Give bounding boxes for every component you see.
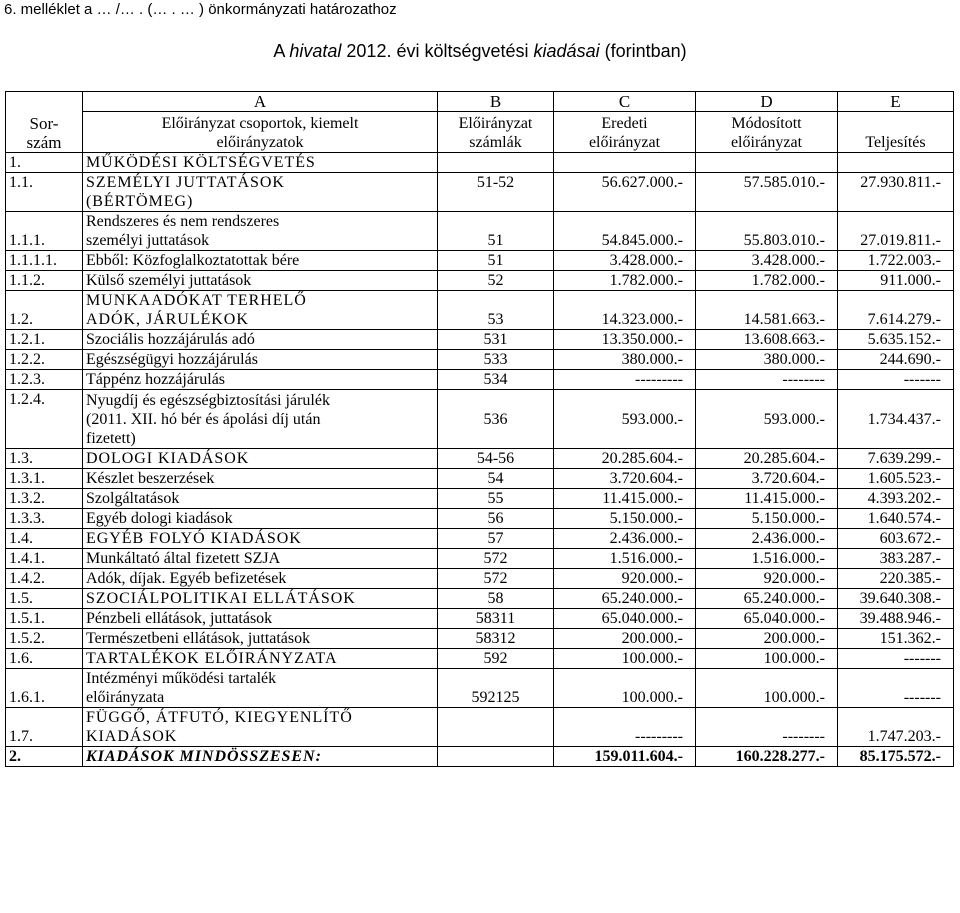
row-name: Természetbeni ellátások, juttatások (83, 629, 438, 649)
row-completed: 7.639.299.- (838, 449, 954, 469)
row-completed: 1.640.574.- (838, 509, 954, 529)
row-completed: 1.734.437.- (838, 390, 954, 449)
row-modified: 65.240.000.- (696, 589, 838, 609)
title-emphasis-kiadasai: kiadásai (533, 41, 600, 61)
table-row (6, 549, 954, 569)
row-original: --------- (554, 370, 696, 390)
table-row (6, 669, 954, 708)
table-row (6, 449, 954, 469)
total-index: 2. (6, 747, 83, 767)
column-letter-row (6, 92, 954, 112)
total-name: KIADÁSOK MINDÖSSZESEN: (83, 747, 438, 767)
row-account (438, 708, 554, 747)
row-account: 51 (438, 251, 554, 271)
row-account: 51-52 (438, 173, 554, 212)
row-original (554, 153, 696, 173)
row-original: 65.040.000.- (554, 609, 696, 629)
row-name: MUNKAADÓKAT TERHELŐ ADÓK, JÁRULÉKOK (83, 291, 438, 330)
row-account: 592125 (438, 669, 554, 708)
row-index: 1.1.1. (6, 212, 83, 251)
row-modified: 13.608.663.- (696, 330, 838, 350)
row-index: 1.5.1. (6, 609, 83, 629)
table-row (6, 469, 954, 489)
row-completed: 1.605.523.- (838, 469, 954, 489)
table-row (6, 489, 954, 509)
title-part: 2012. évi költségvetési (341, 41, 534, 61)
row-modified: -------- (696, 708, 838, 747)
row-index: 1.3.2. (6, 489, 83, 509)
column-letter-e: E (838, 92, 954, 112)
table-row (6, 390, 954, 449)
row-name: Adók, díjak. Egyéb befizetések (83, 569, 438, 589)
row-original: 200.000.- (554, 629, 696, 649)
table-row (6, 330, 954, 350)
row-index: 1.6.1. (6, 669, 83, 708)
table-row (6, 529, 954, 549)
row-modified: 14.581.663.- (696, 291, 838, 330)
row-name: MŰKÖDÉSI KÖLTSÉGVETÉS (83, 153, 438, 173)
row-index: 1.5.2. (6, 629, 83, 649)
column-header-sorszam: Sor- szám (6, 92, 83, 153)
row-completed: 911.000.- (838, 271, 954, 291)
row-modified: 5.150.000.- (696, 509, 838, 529)
document-title (0, 41, 960, 62)
row-name: DOLOGI KIADÁSOK (83, 449, 438, 469)
row-original: 100.000.- (554, 669, 696, 708)
row-account: 56 (438, 509, 554, 529)
row-original: 20.285.604.- (554, 449, 696, 469)
budget-table (5, 91, 954, 767)
row-account: 531 (438, 330, 554, 350)
row-completed (838, 153, 954, 173)
row-modified: -------- (696, 370, 838, 390)
row-index: 1.4.2. (6, 569, 83, 589)
row-account: 54-56 (438, 449, 554, 469)
row-account: 58312 (438, 629, 554, 649)
row-completed: 39.488.946.- (838, 609, 954, 629)
table-row (6, 291, 954, 330)
column-header-original: Eredeti előirányzat (554, 112, 696, 153)
column-letter-c: C (554, 92, 696, 112)
table-row (6, 153, 954, 173)
row-original: 11.415.000.- (554, 489, 696, 509)
table-row (6, 649, 954, 669)
row-completed: 383.287.- (838, 549, 954, 569)
row-modified: 2.436.000.- (696, 529, 838, 549)
table-row (6, 212, 954, 251)
table-row (6, 350, 954, 370)
column-letter-a: A (83, 92, 438, 112)
total-completed: 85.175.572.- (838, 747, 954, 767)
row-original: 920.000.- (554, 569, 696, 589)
row-name: Ebből: Közfoglalkoztatottak bére (83, 251, 438, 271)
row-original: 3.720.604.- (554, 469, 696, 489)
row-index: 1.1. (6, 173, 83, 212)
row-name: Készlet beszerzések (83, 469, 438, 489)
row-account: 572 (438, 549, 554, 569)
row-index: 1.4.1. (6, 549, 83, 569)
row-index: 1.2.2. (6, 350, 83, 370)
row-original: 380.000.- (554, 350, 696, 370)
row-name: Szolgáltatások (83, 489, 438, 509)
row-original: 3.428.000.- (554, 251, 696, 271)
row-modified: 100.000.- (696, 649, 838, 669)
row-name: TARTALÉKOK ELŐIRÁNYZATA (83, 649, 438, 669)
title-part: (forintban) (599, 41, 687, 61)
row-index: 1.7. (6, 708, 83, 747)
row-modified: 593.000.- (696, 390, 838, 449)
row-modified (696, 153, 838, 173)
row-completed: 4.393.202.- (838, 489, 954, 509)
row-index: 1.2.1. (6, 330, 83, 350)
row-account: 536 (438, 390, 554, 449)
row-completed: 7.614.279.- (838, 291, 954, 330)
row-index: 1.5. (6, 589, 83, 609)
row-index: 1.3. (6, 449, 83, 469)
row-account: 57 (438, 529, 554, 549)
table-row (6, 251, 954, 271)
row-modified: 57.585.010.- (696, 173, 838, 212)
row-name: Pénzbeli ellátások, juttatások (83, 609, 438, 629)
row-original: 65.240.000.- (554, 589, 696, 609)
row-index: 1. (6, 153, 83, 173)
title-emphasis-hivatal: hivatal (289, 41, 342, 61)
row-name: EGYÉB FOLYÓ KIADÁSOK (83, 529, 438, 549)
row-name: Külső személyi juttatások (83, 271, 438, 291)
table-row (6, 589, 954, 609)
row-modified: 1.516.000.- (696, 549, 838, 569)
row-account: 55 (438, 489, 554, 509)
row-name: Intézményi működési tartalék előirányzata (83, 669, 438, 708)
row-modified: 3.720.604.- (696, 469, 838, 489)
row-completed: 151.362.- (838, 629, 954, 649)
total-original: 159.011.604.- (554, 747, 696, 767)
row-index: 1.3.1. (6, 469, 83, 489)
column-header-modified: Módosított előirányzat (696, 112, 838, 153)
row-index: 1.2. (6, 291, 83, 330)
row-modified: 65.040.000.- (696, 609, 838, 629)
row-name: Munkáltató által fizetett SZJA (83, 549, 438, 569)
row-modified: 100.000.- (696, 669, 838, 708)
column-header-completed: Teljesítés (838, 112, 954, 153)
row-account: 54 (438, 469, 554, 489)
row-modified: 20.285.604.- (696, 449, 838, 469)
row-index: 1.2.4. (6, 390, 83, 449)
row-original: 1.782.000.- (554, 271, 696, 291)
row-modified: 55.803.010.- (696, 212, 838, 251)
row-modified: 11.415.000.- (696, 489, 838, 509)
row-name: Egészségügyi hozzájárulás (83, 350, 438, 370)
row-original: 13.350.000.- (554, 330, 696, 350)
row-completed: 27.930.811.- (838, 173, 954, 212)
title-part: A (273, 41, 290, 61)
row-original: 5.150.000.- (554, 509, 696, 529)
row-account: 572 (438, 569, 554, 589)
row-account: 58 (438, 589, 554, 609)
row-account: 52 (438, 271, 554, 291)
row-account: 58311 (438, 609, 554, 629)
total-modified: 160.228.277.- (696, 747, 838, 767)
row-account: 51 (438, 212, 554, 251)
column-header-account: Előirányzat számlák (438, 112, 554, 153)
column-header-name: Előirányzat csoportok, kiemelt előirányzatok (83, 112, 438, 153)
total-row (6, 747, 954, 767)
row-modified: 1.782.000.- (696, 271, 838, 291)
column-letter-d: D (696, 92, 838, 112)
row-original: --------- (554, 708, 696, 747)
row-completed: 5.635.152.- (838, 330, 954, 350)
row-original: 1.516.000.- (554, 549, 696, 569)
row-original: 2.436.000.- (554, 529, 696, 549)
row-index: 1.2.3. (6, 370, 83, 390)
row-completed: 603.672.- (838, 529, 954, 549)
row-original: 56.627.000.- (554, 173, 696, 212)
row-original: 14.323.000.- (554, 291, 696, 330)
row-index: 1.4. (6, 529, 83, 549)
table-row (6, 629, 954, 649)
row-original: 54.845.000.- (554, 212, 696, 251)
row-modified: 200.000.- (696, 629, 838, 649)
table-row (6, 173, 954, 212)
row-completed: 1.722.003.- (838, 251, 954, 271)
row-completed: 220.385.- (838, 569, 954, 589)
column-name-row (6, 112, 954, 153)
row-name: Nyugdíj és egészségbiztosítási járulék (2011. XII. hó bér és ápolási díj után fizetett) (83, 390, 438, 449)
row-index: 1.6. (6, 649, 83, 669)
row-completed: 1.747.203.- (838, 708, 954, 747)
row-original: 100.000.- (554, 649, 696, 669)
row-name: Rendszeres és nem rendszeres személyi juttatások (83, 212, 438, 251)
row-account: 53 (438, 291, 554, 330)
row-name: FÜGGŐ, ÁTFUTÓ, KIEGYENLÍTŐ KIADÁSOK (83, 708, 438, 747)
table-row (6, 569, 954, 589)
total-account (438, 747, 554, 767)
row-original: 593.000.- (554, 390, 696, 449)
row-completed: ------- (838, 649, 954, 669)
row-completed: 39.640.308.- (838, 589, 954, 609)
row-account: 592 (438, 649, 554, 669)
row-name: SZOCIÁLPOLITIKAI ELLÁTÁSOK (83, 589, 438, 609)
row-index: 1.1.2. (6, 271, 83, 291)
row-account: 533 (438, 350, 554, 370)
row-modified: 920.000.- (696, 569, 838, 589)
row-name: Szociális hozzájárulás adó (83, 330, 438, 350)
table-row (6, 271, 954, 291)
row-account (438, 153, 554, 173)
table-row (6, 509, 954, 529)
row-completed: 27.019.811.- (838, 212, 954, 251)
row-account: 534 (438, 370, 554, 390)
table-row (6, 708, 954, 747)
row-name: Táppénz hozzájárulás (83, 370, 438, 390)
row-completed: ------- (838, 370, 954, 390)
table-row (6, 609, 954, 629)
row-name: Egyéb dologi kiadások (83, 509, 438, 529)
row-index: 1.3.3. (6, 509, 83, 529)
row-index: 1.1.1.1. (6, 251, 83, 271)
row-modified: 380.000.- (696, 350, 838, 370)
row-name: SZEMÉLYI JUTTATÁSOK (BÉRTÖMEG) (83, 173, 438, 212)
document-reference-line: 6. melléklet a … /… . (… . … ) önkormányzati határozathoz (4, 1, 397, 18)
row-completed: ------- (838, 669, 954, 708)
row-modified: 3.428.000.- (696, 251, 838, 271)
table-row (6, 370, 954, 390)
row-completed: 244.690.- (838, 350, 954, 370)
column-letter-b: B (438, 92, 554, 112)
